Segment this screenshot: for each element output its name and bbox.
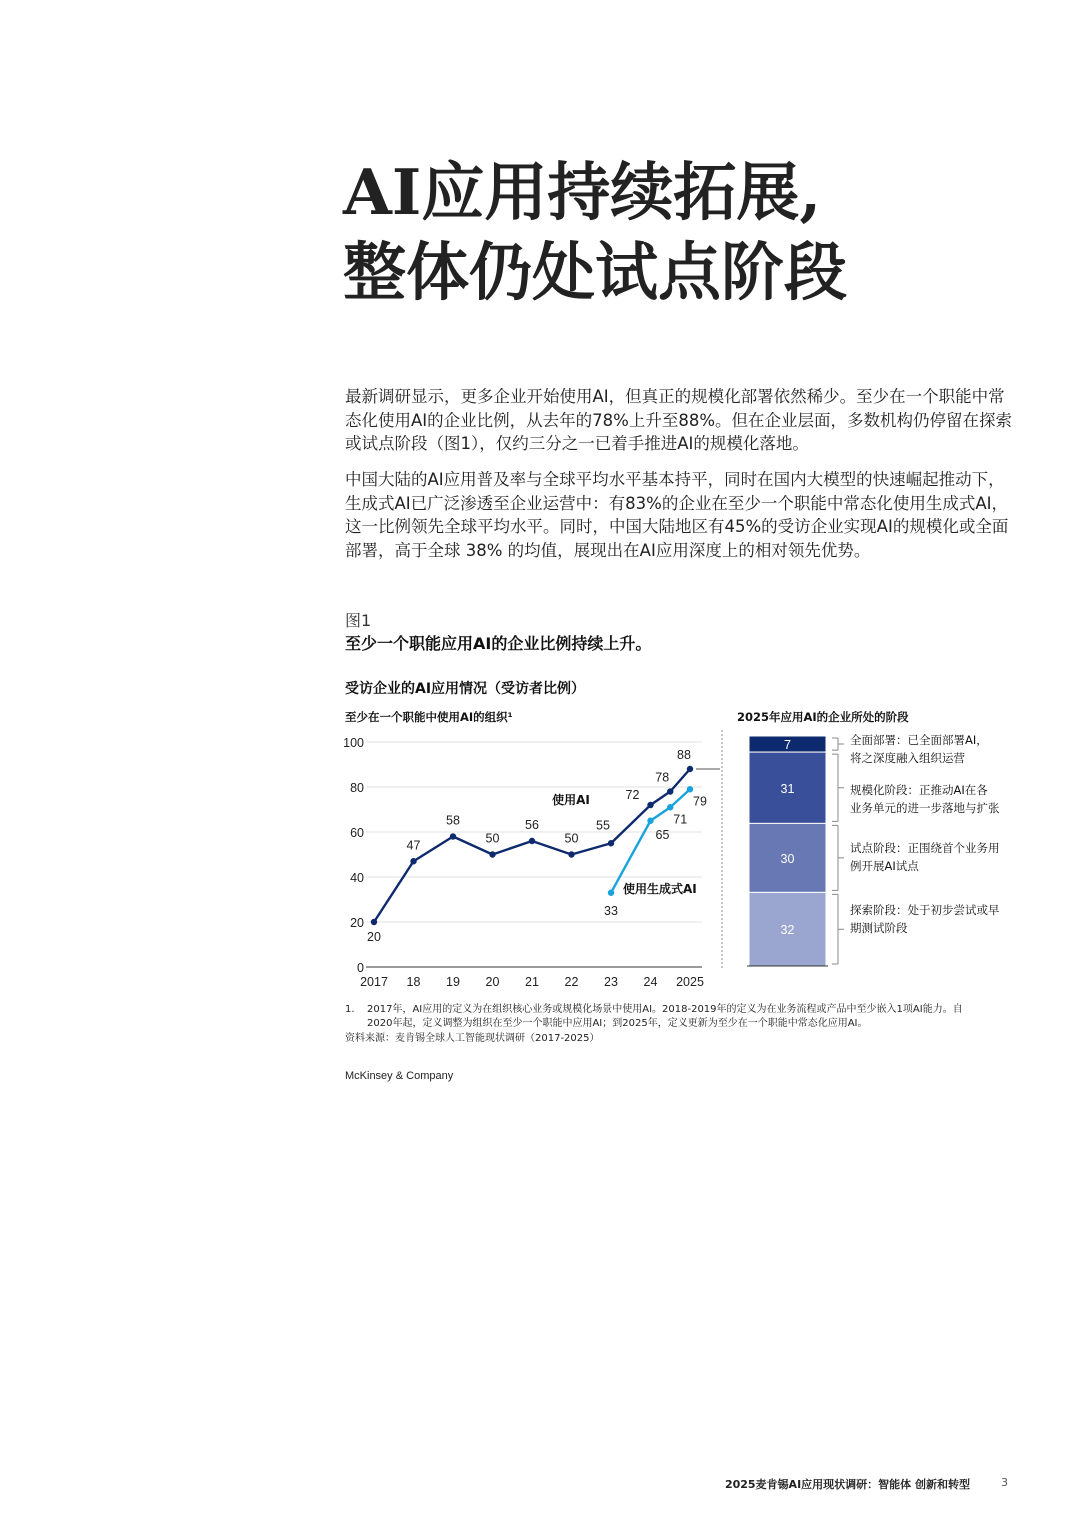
bar-segment-value: 31 [780, 781, 795, 796]
data-point [608, 840, 614, 846]
x-tick-label: 18 [406, 975, 421, 989]
bar-segment-value: 32 [780, 923, 795, 938]
segment-bracket [832, 738, 844, 750]
data-point [687, 786, 693, 792]
footnote-1-line-2: 2020年起，定义调整为组织在至少一个职能中应用AI；到2025年，定义更新为至少在一个职能中常态化应用AI。 [367, 1018, 868, 1029]
data-point [410, 858, 416, 864]
figure-label: 图1 [345, 611, 372, 630]
segment-bracket [832, 754, 844, 821]
data-point [450, 833, 456, 839]
footer-title: 2025麦肯锡AI应用现状调研：智能体 创新和转型 [724, 1478, 970, 1491]
segment-bracket [832, 894, 844, 964]
data-label: 20 [367, 930, 381, 944]
data-point [647, 802, 653, 808]
series-name-label: 使用AI [552, 793, 590, 807]
data-point [667, 788, 673, 794]
data-label: 71 [673, 812, 688, 827]
x-tick-label: 23 [604, 975, 618, 989]
data-label: 50 [564, 831, 579, 846]
segment-label: 试点阶段：正围绕首个业务用例开展AI试点 [850, 841, 1000, 873]
data-label: 50 [485, 831, 500, 846]
series-name-label: 使用生成式AI [623, 882, 697, 896]
x-tick-label: 24 [643, 975, 658, 989]
data-point [529, 838, 535, 844]
data-point [568, 851, 574, 857]
data-label: 33 [604, 903, 618, 918]
segment-label: 规模化阶段：正推动AI在各业务单元的进一步落地与扩张 [850, 783, 1000, 815]
x-tick-label: 21 [525, 975, 539, 989]
page-title-line1: AI应用持续拓展, [343, 155, 822, 229]
data-label: 56 [525, 818, 539, 832]
page-title [343, 152, 1043, 312]
y-tick-label: 0 [357, 961, 364, 975]
data-point [647, 818, 653, 824]
x-tick-label: 20 [485, 975, 500, 989]
data-point [687, 766, 693, 772]
data-label: 88 [677, 748, 691, 762]
body-paragraph-1: 最新调研显示，更多企业开始使用AI，但真正的规模化部署依然稀少。至少在一个职能中常态化使用AI的企业比例，从去年的78%上升至88%。但在企业层面，多数机构仍停留在探索或试点阶段（图1），仅约三分之一已着手推进AI的规模化落地。 [345, 387, 1013, 453]
data-point [371, 919, 377, 925]
segment-label: 全面部署：已全面部署AI，将之深度融入组织运营 [850, 733, 988, 765]
data-point [489, 851, 495, 857]
line-chart-title: 至少在一个职能中使用AI的组织¹ [345, 710, 513, 724]
data-label: 58 [446, 813, 460, 828]
y-tick-label: 40 [350, 871, 364, 885]
x-tick-label: 22 [564, 975, 579, 989]
figure-title: 至少一个职能应用AI的企业比例持续上升。 [345, 634, 652, 653]
page-number: 3 [1001, 1476, 1008, 1489]
line-chart [340, 730, 720, 992]
footnote-1-line-1: 2017年，AI应用的定义为在组织核心业务或规模化场景中使用AI。2018-2019年的定义为在业务流程或产品中至少嵌入1项AI能力。自 [367, 1004, 963, 1015]
data-label: 78 [655, 770, 670, 785]
footnote-number: 1. [345, 1004, 355, 1015]
y-tick-label: 80 [350, 781, 364, 795]
data-label: 72 [625, 788, 640, 802]
data-point [608, 890, 614, 896]
y-tick-label: 100 [343, 736, 364, 750]
segment-bracket [832, 825, 844, 890]
source-note: 资料来源：麦肯锡全球人工智能现状调研（2017-2025） [345, 1033, 600, 1044]
bar-segment-value: 30 [780, 851, 795, 866]
data-label: 55 [596, 818, 610, 833]
brand-name: McKinsey & Company [345, 1070, 454, 1082]
bar-chart-title: 2025年应用AI的企业所处的阶段 [737, 710, 909, 724]
y-tick-label: 20 [350, 916, 364, 930]
data-label: 79 [693, 794, 707, 809]
data-label: 47 [406, 838, 421, 853]
bar-segment-value: 7 [784, 738, 791, 753]
y-tick-label: 60 [350, 826, 364, 840]
body-paragraph-2: 中国大陆的AI应用普及率与全球平均水平基本持平，同时在国内大模型的快速崛起推动下，生成式AI已广泛渗透至企业运营中：有83%的企业在至少一个职能中常态化使用生成式AI，这一比例领先全球平均水平。同时，中国大陆地区有45%的受访企业实现AI的规模化或全面部署，高于全球 38% 的均值，展现出在AI应用深度上的相对领先优势。 [345, 470, 1009, 560]
page-title-line2: 整体仍处试点阶段 [343, 235, 847, 309]
data-point [667, 804, 673, 810]
data-label: 65 [655, 827, 670, 842]
stacked-bar-chart [720, 730, 1020, 992]
x-tick-label: 19 [446, 975, 460, 989]
x-tick-label: 2017 [360, 975, 388, 989]
figure-subtitle: 受访企业的AI应用情况（受访者比例） [345, 681, 586, 697]
segment-label: 探索阶段：处于初步尝试或早期测试阶段 [850, 903, 1000, 935]
x-tick-label: 2025 [676, 975, 704, 989]
series-line [374, 769, 690, 922]
